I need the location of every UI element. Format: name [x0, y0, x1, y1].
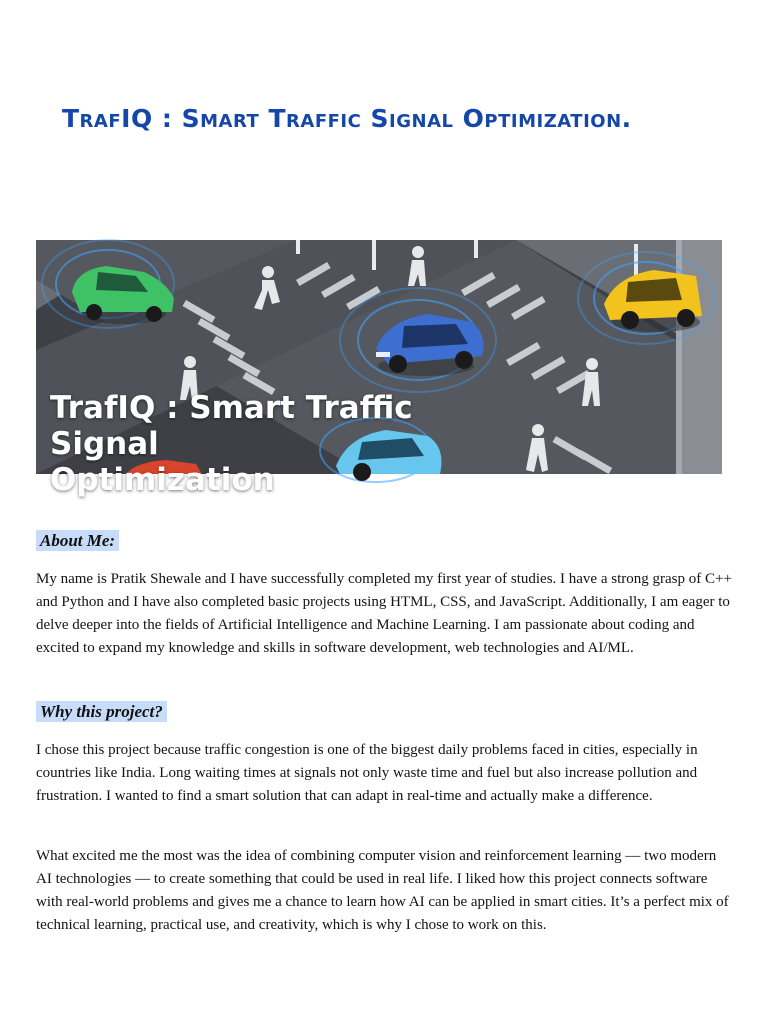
- banner-image: [36, 240, 722, 498]
- paragraph-why-project-1: I chose this project because traffic congestion is one of the biggest daily problems faced in cities, especially in countries like India. Long waiting times at signals not only waste time and fuel but also increase pollution and frustration. I wanted to find a smart solution that can adapt in real-time and actually make a difference.: [36, 742, 698, 804]
- paragraph-about-me: My name is Pratik Shewale and I have successfully completed my first year of studies. I have a strong grasp of C++ and Python and I have also completed basic projects using HTML, CSS, and JavaScript. Additionally, I am eager to delve deeper into the fields of Artificial Intelligence and Machine Learning. I am passionate about coding and excited to expand my knowledge and skills in software development, web technologies and AI/ML.: [36, 571, 732, 656]
- banner-caption-line-1: TrafIQ : Smart Traffic Signal: [50, 390, 413, 462]
- paragraph-why-project-2: What excited me the most was the idea of combining computer vision and reinforcement learning — two modern AI technologies — to create something that could be used in real life. I liked how this project connects software with real-world problems and gives me a chance to learn how AI can be applied in smart cities. It’s a perfect mix of technical learning, practical use, and creativity, which is why I chose to work on this.: [36, 848, 729, 933]
- banner-caption-line-2: Optimization: [50, 462, 275, 498]
- heading-highlight: About Me:: [36, 530, 119, 551]
- section-heading-about-me: [36, 531, 119, 551]
- banner-caption: [50, 390, 530, 498]
- document-title: TrafIQ : Smart Traffic Signal Optimization.: [62, 104, 632, 133]
- section-heading-why-this-project: [36, 702, 167, 722]
- heading-highlight: Why this project?: [36, 701, 167, 722]
